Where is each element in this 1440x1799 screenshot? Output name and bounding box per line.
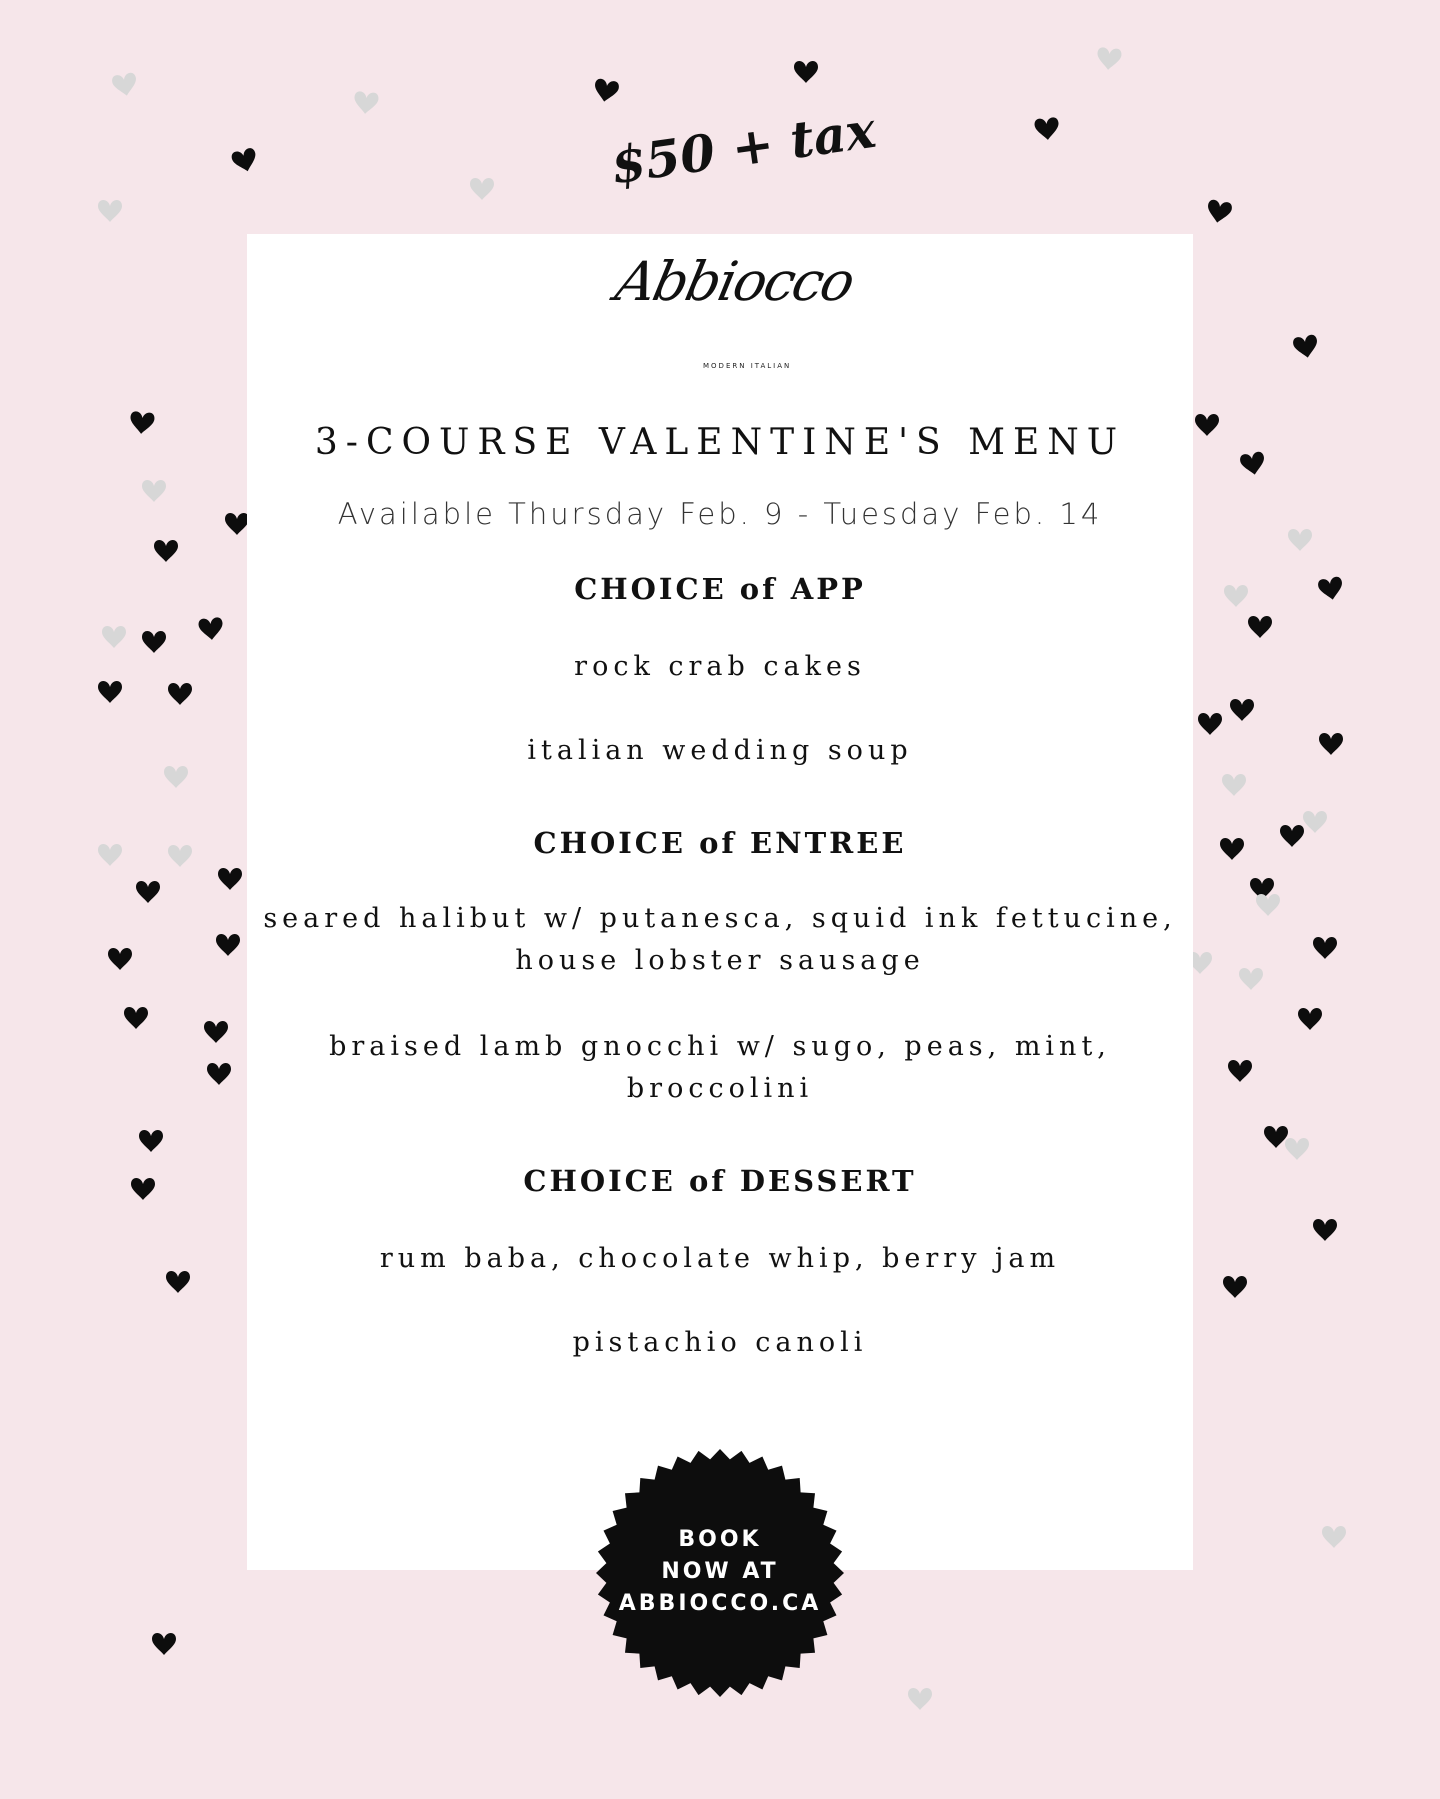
heart-icon (1223, 1276, 1247, 1298)
heart-icon (142, 480, 166, 502)
menu-item-continued: broccolini (626, 1073, 814, 1104)
menu-item: rum baba, chocolate whip, berry jam (379, 1243, 1061, 1274)
heart-icon (108, 948, 132, 970)
menu-item-continued: house lobster sausage (515, 945, 925, 976)
heart-icon (1230, 699, 1254, 721)
heart-icon (1239, 968, 1263, 990)
heart-icon (1195, 414, 1219, 436)
heart-icon (908, 1688, 932, 1710)
heart-icon (124, 1007, 148, 1029)
heart-icon (1298, 1008, 1322, 1030)
heart-icon (1317, 576, 1344, 602)
heart-icon (98, 681, 122, 703)
heart-icon (1256, 894, 1280, 916)
heart-icon (131, 1178, 155, 1200)
section-heading-entree: CHOICE of ENTREE (533, 826, 907, 860)
heart-icon (154, 540, 178, 562)
heart-icon (198, 617, 224, 641)
heart-icon (225, 513, 249, 535)
heart-icon (470, 178, 494, 200)
badge-line-1: BOOK (678, 1527, 762, 1552)
menu-item: braised lamb gnocchi w/ sugo, peas, mint, (329, 1031, 1111, 1062)
heart-icon (1220, 838, 1244, 860)
section-heading-app: CHOICE of APP (574, 572, 866, 606)
menu-item: italian wedding soup (527, 735, 913, 766)
heart-icon (111, 72, 138, 98)
menu-item: rock crab cakes (574, 651, 866, 682)
heart-icon (1205, 199, 1232, 225)
section-heading-dessert: CHOICE of DESSERT (523, 1164, 917, 1198)
logo (610, 250, 859, 380)
menu-item: seared halibut w/ putanesca, squid ink fettucine, (263, 903, 1177, 934)
heart-icon (1198, 713, 1222, 735)
heart-icon (1303, 811, 1327, 833)
heart-icon (1264, 1126, 1288, 1148)
heart-icon (1034, 117, 1060, 141)
heart-icon (1248, 616, 1272, 638)
heart-icon (168, 683, 192, 705)
heart-icon (136, 881, 160, 903)
heart-icon (1222, 774, 1246, 796)
heart-icon (1228, 1060, 1252, 1082)
heart-icon (1239, 451, 1266, 477)
heart-icon (1313, 937, 1337, 959)
heart-icon (1224, 585, 1248, 607)
heart-icon (230, 147, 259, 174)
heart-icon (1288, 529, 1312, 551)
book-now-badge[interactable] (595, 1448, 845, 1698)
heart-icon (98, 200, 122, 222)
heart-icon (142, 631, 166, 653)
heart-icon (1322, 1526, 1346, 1548)
heart-icon (1292, 334, 1319, 360)
heart-icon (98, 844, 122, 866)
heart-icon (1280, 825, 1304, 847)
heart-icon (152, 1633, 176, 1655)
badge-line-3: ABBIOCCO.CA (618, 1591, 822, 1616)
logo-wordmark: Abbiocco (610, 250, 859, 313)
heart-icon (1096, 47, 1122, 71)
heart-icon (207, 1063, 231, 1085)
heart-icon (218, 868, 242, 890)
logo-tagline: MODERN ITALIAN (703, 362, 792, 370)
heart-icon (102, 626, 126, 648)
price-label: $50 + tax (607, 99, 880, 196)
availability-text: Available Thursday Feb. 9 - Tuesday Feb. 14 (337, 497, 1103, 531)
heart-icon (204, 1021, 228, 1043)
badge-line-2: NOW AT (661, 1559, 779, 1584)
heart-icon (168, 845, 192, 867)
heart-icon (216, 934, 240, 956)
heart-icon (353, 91, 379, 115)
badge-text[interactable] (595, 1524, 845, 1620)
heart-icon (129, 411, 155, 435)
heart-icon (794, 61, 818, 83)
heart-icon (592, 78, 619, 104)
heart-icon (164, 766, 188, 788)
heart-icon (139, 1130, 163, 1152)
heart-icon (1319, 733, 1343, 755)
heart-icon (1313, 1219, 1337, 1241)
menu-title: 3-COURSE VALENTINE'S MENU (314, 422, 1126, 463)
heart-icon (1285, 1138, 1309, 1160)
heart-icon (166, 1271, 190, 1293)
menu-item: pistachio canoli (572, 1327, 868, 1358)
menu-card (247, 234, 1193, 1570)
